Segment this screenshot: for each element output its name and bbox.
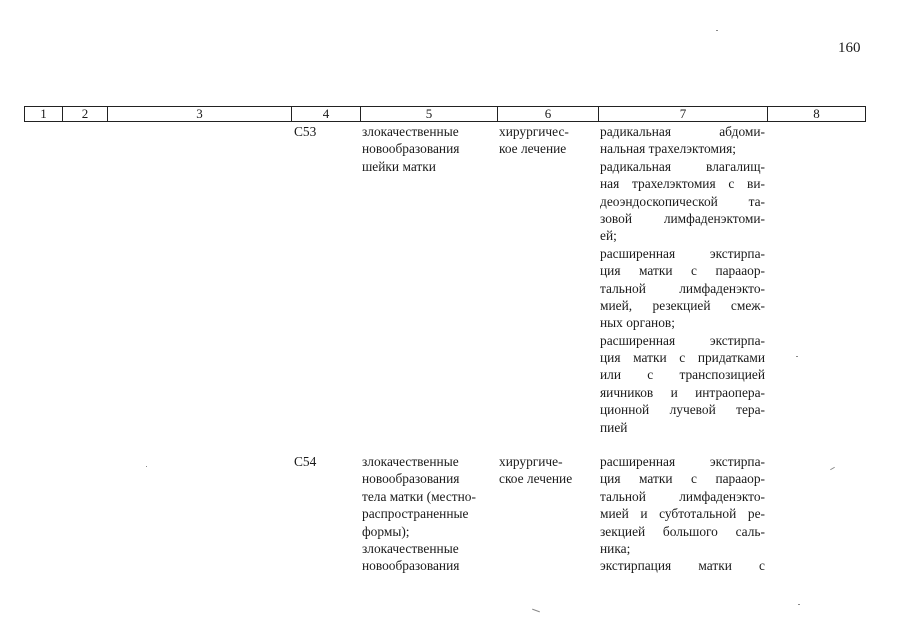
text-line: злокачественные [362,454,459,469]
text-line: новообразования [362,141,460,157]
text-line: расширенная экстирпа- [600,332,765,348]
text-line: зекцией большого саль- [600,523,765,539]
treatment-type [499,123,569,158]
text-line: или с транспозицией [600,367,765,383]
scan-speck [830,467,835,470]
scan-speck [532,609,540,613]
text-line: кое лечение [499,141,567,157]
scan-speck [796,356,798,357]
text-line: тальной лимфаденэкто- [600,488,765,504]
header-cell-8: 8 [767,107,865,121]
text-line: радикальная влагалищ- [600,158,765,174]
text-line: мией, резекцией смеж- [600,297,765,313]
text-line: ционной лучевой тера- [600,402,765,418]
header-cell-3: 3 [107,107,291,121]
treatment-method [600,123,765,436]
diagnosis-text [362,123,459,175]
scan-speck [716,30,718,31]
text-line: яичников и интраопера- [600,384,765,400]
text-line: новообразования [362,471,460,487]
header-cell-4: 4 [291,107,360,121]
text-line: радикальная абдоми- [600,124,765,139]
text-line: злокачественные [362,540,459,556]
text-line: деоэндоскопической та- [600,193,765,209]
scan-speck [798,604,800,605]
text-line: тела матки (местно- [362,488,476,504]
text-line: зовой лимфаденэктоми- [600,210,765,226]
header-cell-1: 1 [40,106,47,121]
page-number: 160 [838,40,861,56]
text-line: ция матки с парааор- [600,263,765,279]
text-line: экстирпация матки с [600,558,765,574]
text-line: ское лечение [499,471,573,487]
text-line: расширенная экстирпа- [600,245,765,261]
text-line: пией [600,419,628,435]
text-line: формы); [362,523,410,539]
text-line: распространенные [362,506,469,522]
text-line: новообразования [362,558,460,574]
text-line: тальной лимфаденэкто- [600,280,765,296]
text-line: ей; [600,228,617,244]
text-line: хирургиче- [499,454,563,469]
scan-speck [146,466,147,467]
diagnosis-code: C54 [294,454,317,469]
text-line: мией и субтотальной ре- [600,506,765,522]
text-line: шейки матки [362,158,436,174]
text-line: злокачественные [362,124,459,139]
treatment-type [499,453,572,488]
header-cell-2: 2 [62,107,107,121]
treatment-method [600,453,765,575]
header-cell-5: 5 [360,107,497,121]
text-line: хирургичес- [499,124,569,139]
text-line: ная трахелэктомия с ви- [600,176,765,192]
text-line: ция матки с придатками [600,350,765,366]
text-line: ных органов; [600,315,675,331]
diagnosis-text [362,453,476,575]
header-cell-7: 7 [598,107,767,121]
text-line: ника; [600,540,631,556]
header-cell-6: 6 [497,107,598,121]
text-line: ция матки с парааор- [600,471,765,487]
diagnosis-code: C53 [294,124,317,139]
text-line: нальная трахелэктомия; [600,141,736,157]
table-header-row [24,106,866,122]
text-line: расширенная экстирпа- [600,454,765,469]
